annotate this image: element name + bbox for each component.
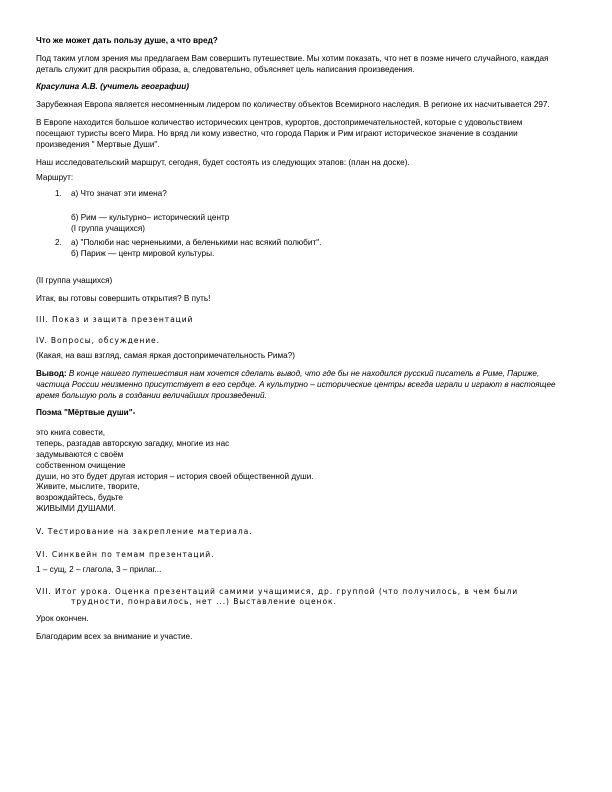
list-item-b: б) Рим — культурно– исторический центр (71, 213, 230, 223)
list-item (36, 238, 556, 260)
question-line: (Какая, на ваш взгляд, самая яркая достопримечательность Рима?) (36, 351, 295, 361)
poem-line: Живите, мыслите, творите, (36, 482, 140, 492)
syncwine-line: 1 – сущ, 2 – глагола, 3 – прилаг... (36, 564, 162, 574)
poem-block (36, 428, 556, 515)
stage-7: VII. Итог урока. Оценка презентаций самими учащимися, др. группой (что получилось, в чем были трудности, понравилось, нет ...) Выставление оценок. (36, 586, 519, 606)
poem-line: это книга совести, (36, 428, 106, 438)
ready-line: Итак, вы готовы совершить открытия? В путь! (36, 294, 211, 304)
group2-label: (II группа учащихся) (36, 276, 113, 286)
list-item-a: а) "Полюби нас черненькими, а беленькими нас всякий полюбит". (71, 237, 322, 247)
list-item (36, 189, 556, 234)
poem-line: возрождайтесь, будьте (36, 493, 123, 503)
thanks-line: Благодарим всех за внимание и участие. (36, 631, 193, 641)
poem-title: Поэма "Мёртвые души"- (36, 408, 136, 418)
author-line: Красулина А.В. (учитель географии) (36, 82, 189, 92)
europe-paragraph: Зарубежная Европа является несомненным лидером по количеству объектов Всемирного наследия. В регионе их насчитывается 297. (36, 100, 550, 110)
route-label: Маршрут: (36, 173, 74, 183)
route-paragraph: Наш исследовательский маршрут, сегодня, будет состоять из следующих этапов: (план на доске). (36, 157, 410, 167)
stage-3: III. Показ и защита презентаций (36, 315, 194, 325)
poem-line: задумываются с своём (36, 449, 124, 459)
poem-line: души, но это будет другая история – история своей общественной души. (36, 471, 314, 481)
intro-paragraph: Под таким углом зрения мы предлагаем Вам совершить путешествие. Мы хотим показать, что нет в поэме ничего случайного, каждая деталь служит для раскрытия образа, а, следовательно, объясняет цель написания произведения. (36, 53, 549, 74)
section-heading: Что же может дать пользу душе, а что вред? (36, 36, 218, 45)
list-number: 2. (55, 237, 62, 247)
stage-4: IV. Вопросы, обсуждение. (36, 336, 160, 346)
conclusion-label: Вывод: (36, 368, 69, 378)
conclusion-text: В конце нашего путешествия нам хочется сделать вывод, что где бы не находился русский писатель в Риме, Париже, частица России неизменно присутствует в его сердце. А культурно – исторические центры всегда играли и играют в настоящее время большую роль в создании величайших произведений. (36, 368, 556, 400)
end-line: Урок окончен. (36, 613, 89, 623)
list-item-b: б) Париж — центр мировой культуры. (71, 248, 215, 258)
centers-paragraph: В Европе находится большое количество исторических центров, курортов, достопримечательностей, которые с удовольствием посещают туристы всего Мира. Но вряд ли кому известно, что города Париж и Рим играют историческое значение в создании произведения " Мертвые Души". (36, 118, 523, 149)
poem-line: ЖИВЫМИ ДУШАМИ. (36, 504, 116, 514)
stage-5: V. Тестирование на закрепление материала. (36, 526, 253, 536)
list-item-a: а) Что значат эти имена? (71, 189, 167, 199)
document-body (36, 36, 556, 642)
list-number: 1. (55, 189, 62, 199)
conclusion-paragraph (36, 369, 556, 401)
stage-6: VI. Синквейн по темам презентаций. (36, 549, 215, 559)
poem-line: собственном очищение (36, 460, 126, 470)
poem-line: теперь, разгадав авторскую загадку, многие из нас (36, 439, 230, 449)
route-list (36, 189, 556, 259)
list-item-c: (I группа учащихся) (71, 223, 145, 233)
